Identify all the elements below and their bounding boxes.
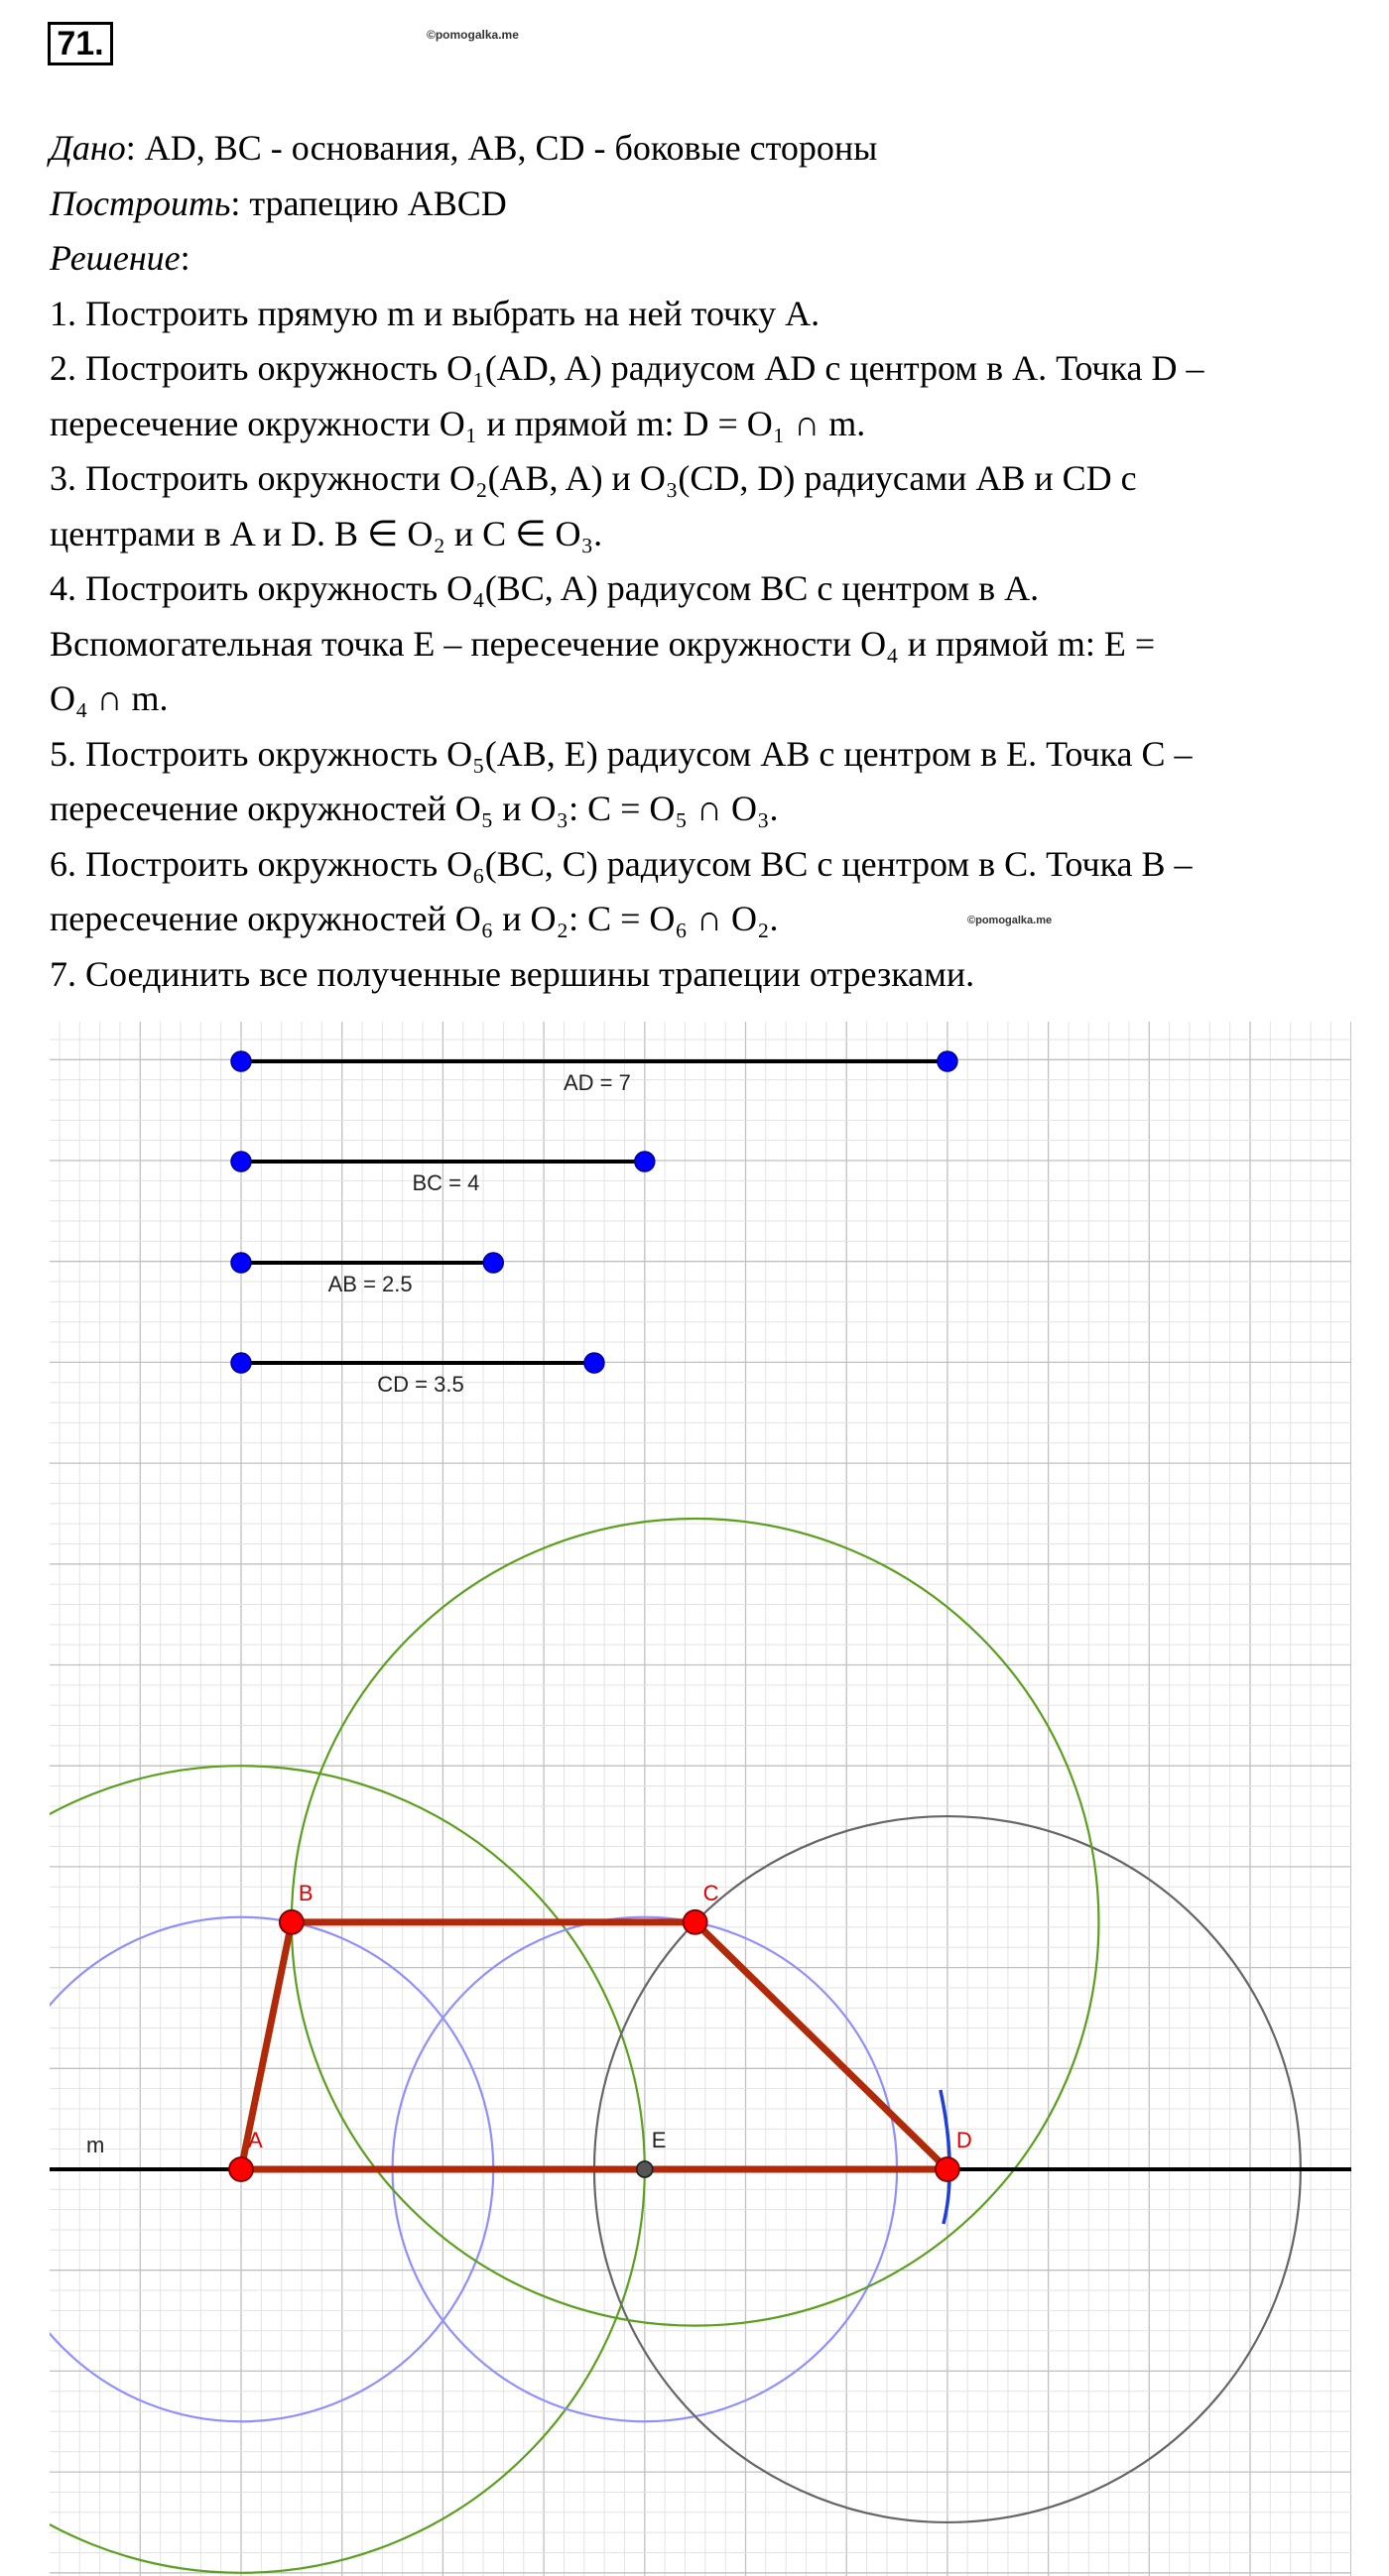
step-line: O₄ ∩ m. bbox=[50, 678, 169, 718]
step-line: Вспомогательная точка E – пересечение окружности O₄ и прямой m: E = bbox=[50, 623, 1156, 664]
inline-watermark: ©pomogalka.me bbox=[967, 915, 1053, 926]
step-line: 3. Построить окружности O₂(AB, A) и O₃(CD, D) радиусами AB и CD с bbox=[50, 458, 1137, 498]
construct-body: : трапецию ABCD bbox=[230, 183, 507, 223]
segment-label: AB = 2.5 bbox=[327, 1272, 413, 1296]
trapezoid-side bbox=[695, 1922, 947, 2169]
segment-endpoint bbox=[231, 1253, 251, 1273]
point-label-c: C bbox=[702, 1880, 719, 1905]
given-line bbox=[50, 121, 1339, 177]
step-line: 7. Соединить все полученные вершины трапеции отрезками. bbox=[50, 953, 975, 994]
segment-endpoint bbox=[483, 1253, 503, 1273]
point-label-d: D bbox=[955, 2128, 972, 2152]
problem-number: 71. bbox=[48, 22, 113, 65]
segment-endpoint bbox=[231, 1353, 251, 1373]
line-m-label: m bbox=[86, 2133, 105, 2157]
step-line: 6. Построить окружность O₆(BC, C) радиусом BC с центром в C. Точка B – bbox=[50, 843, 1193, 884]
point-b bbox=[280, 1910, 304, 1934]
point-a bbox=[229, 2157, 253, 2181]
segment-endpoint bbox=[231, 1051, 251, 1071]
point-label-b: B bbox=[298, 1880, 314, 1905]
segment-endpoint bbox=[938, 1051, 957, 1071]
solution-text bbox=[50, 121, 1339, 1002]
construct-line bbox=[50, 177, 1339, 232]
point-label-e: E bbox=[651, 2128, 667, 2152]
segment-endpoint bbox=[231, 1152, 251, 1171]
construction bbox=[50, 1881, 1351, 2224]
segment-label: CD = 3.5 bbox=[377, 1372, 464, 1397]
segment-endpoint bbox=[635, 1152, 655, 1171]
step-line: пересечение окружности O₁ и прямой m: D = O₁ ∩ m. bbox=[50, 403, 866, 443]
construct-label: Построить bbox=[50, 183, 231, 223]
step-line: 2. Построить окружность O₁(AD, A) радиусом AD с центром в A. Точка D – bbox=[50, 348, 1204, 388]
given-label: Дано bbox=[50, 128, 126, 168]
watermark: ©pomogalka.me bbox=[427, 28, 519, 42]
given-body: : AD, BC - основания, AB, CD - боковые стороны bbox=[125, 128, 878, 168]
step-line: центрами в A и D. B ∈ O₂ и C ∈ O₃. bbox=[50, 513, 603, 553]
solution-label: Решение bbox=[50, 238, 181, 278]
solution-heading: Решение: bbox=[50, 238, 190, 278]
construction-figure bbox=[50, 1022, 1351, 2576]
step-line: пересечение окружностей O₆ и O₂: C = O₆ ∩ O₂. bbox=[50, 899, 779, 938]
segment-endpoint bbox=[584, 1353, 604, 1373]
segment-label: BC = 4 bbox=[412, 1170, 480, 1195]
given-segments bbox=[231, 1051, 957, 1397]
point-label-a: A bbox=[248, 2128, 263, 2152]
step-line: 5. Построить окружность O₅(AB, E) радиусом AB с центром в E. Точка C – bbox=[50, 733, 1193, 774]
segment-label: AD = 7 bbox=[564, 1070, 631, 1095]
point-c bbox=[684, 1910, 707, 1934]
step-line: 4. Построить окружность O₄(BC, A) радиусом BC с центром в A. bbox=[50, 568, 1040, 608]
point-d bbox=[936, 2157, 959, 2181]
step-line: 1. Построить прямую m и выбрать на ней точку A. bbox=[50, 293, 821, 333]
point-e bbox=[637, 2161, 653, 2177]
step-line: пересечение окружностей O₅ и O₃: C = O₅ ∩ O₃. bbox=[50, 789, 779, 828]
circles bbox=[50, 1519, 1301, 2573]
